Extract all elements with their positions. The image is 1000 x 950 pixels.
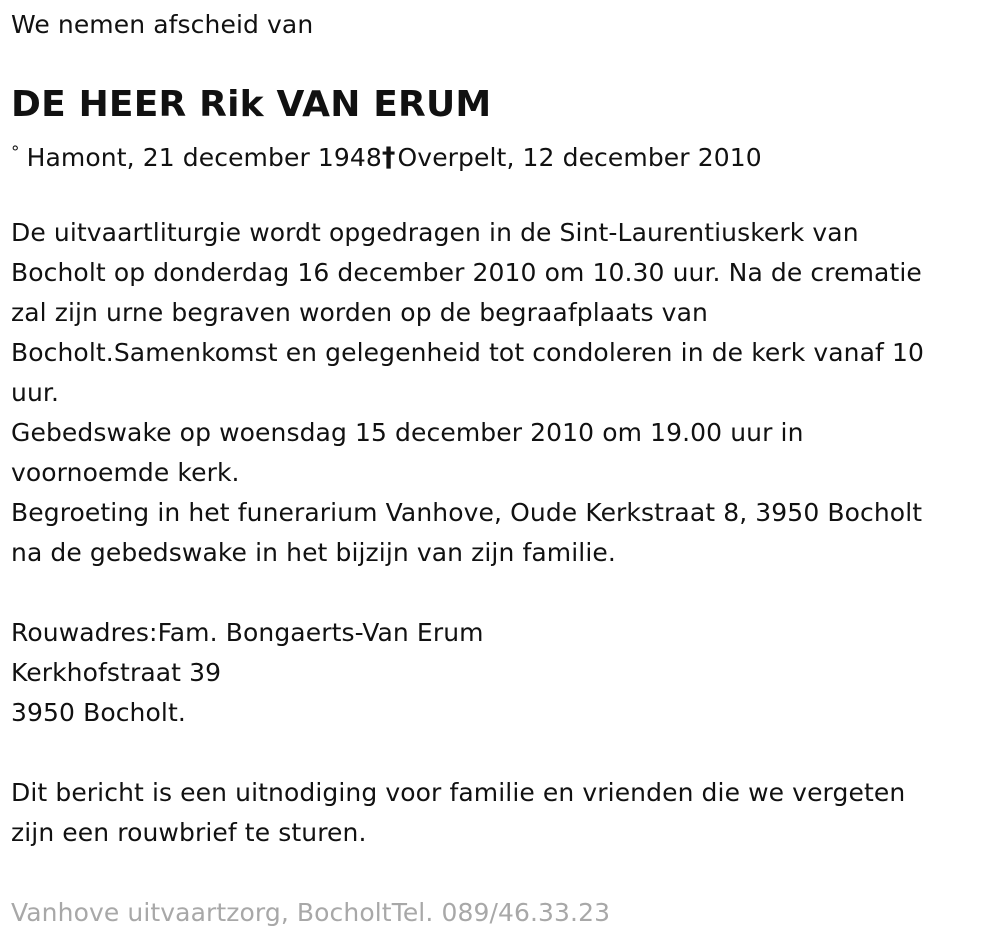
notice-line: zijn een rouwbrief te sturen. [11, 818, 367, 847]
intro-text: We nemen afscheid van [11, 10, 314, 39]
death-cross-icon: † [381, 142, 396, 173]
notice-block [11, 773, 905, 853]
address-block [11, 613, 484, 733]
liturgy-line: De uitvaartliturgie wordt opgedragen in de Sint-Laurentiuskerk van [11, 218, 859, 247]
liturgy-line: Begroeting in het funerarium Vanhove, Oude Kerkstraat 8, 3950 Bocholt [11, 498, 923, 527]
liturgy-line: Bocholt op donderdag 16 december 2010 om 10.30 uur. Na de crematie [11, 258, 922, 287]
liturgy-block [11, 213, 924, 573]
liturgy-line: zal zijn urne begraven worden op de begraafplaats van [11, 298, 708, 327]
liturgy-line: uur. [11, 378, 60, 407]
address-line: Rouwadres:Fam. Bongaerts-Van Erum [11, 618, 484, 647]
death-text: Overpelt, 12 december 2010 [397, 143, 762, 172]
liturgy-line: Gebedswake op woensdag 15 december 2010 om 19.00 uur in [11, 418, 804, 447]
liturgy-line: voornoemde kerk. [11, 458, 240, 487]
address-line: 3950 Bocholt. [11, 698, 186, 727]
birth-text: Hamont, 21 december 1948 [26, 143, 382, 172]
notice-line: Dit bericht is een uitnodiging voor familie en vrienden die we vergeten [11, 778, 906, 807]
liturgy-line: Bocholt.Samenkomst en gelegenheid tot condoleren in de kerk vanaf 10 [11, 338, 925, 367]
address-line: Kerkhofstraat 39 [11, 658, 222, 687]
funeral-home-footer: Vanhove uitvaartzorg, BocholtTel. 089/46.33.23 [11, 898, 611, 927]
birth-symbol: ° [11, 143, 20, 163]
deceased-name: DE HEER Rik VAN ERUM [11, 84, 492, 125]
liturgy-line: na de gebedswake in het bijzijn van zijn familie. [11, 538, 616, 567]
life-dates [11, 133, 762, 178]
